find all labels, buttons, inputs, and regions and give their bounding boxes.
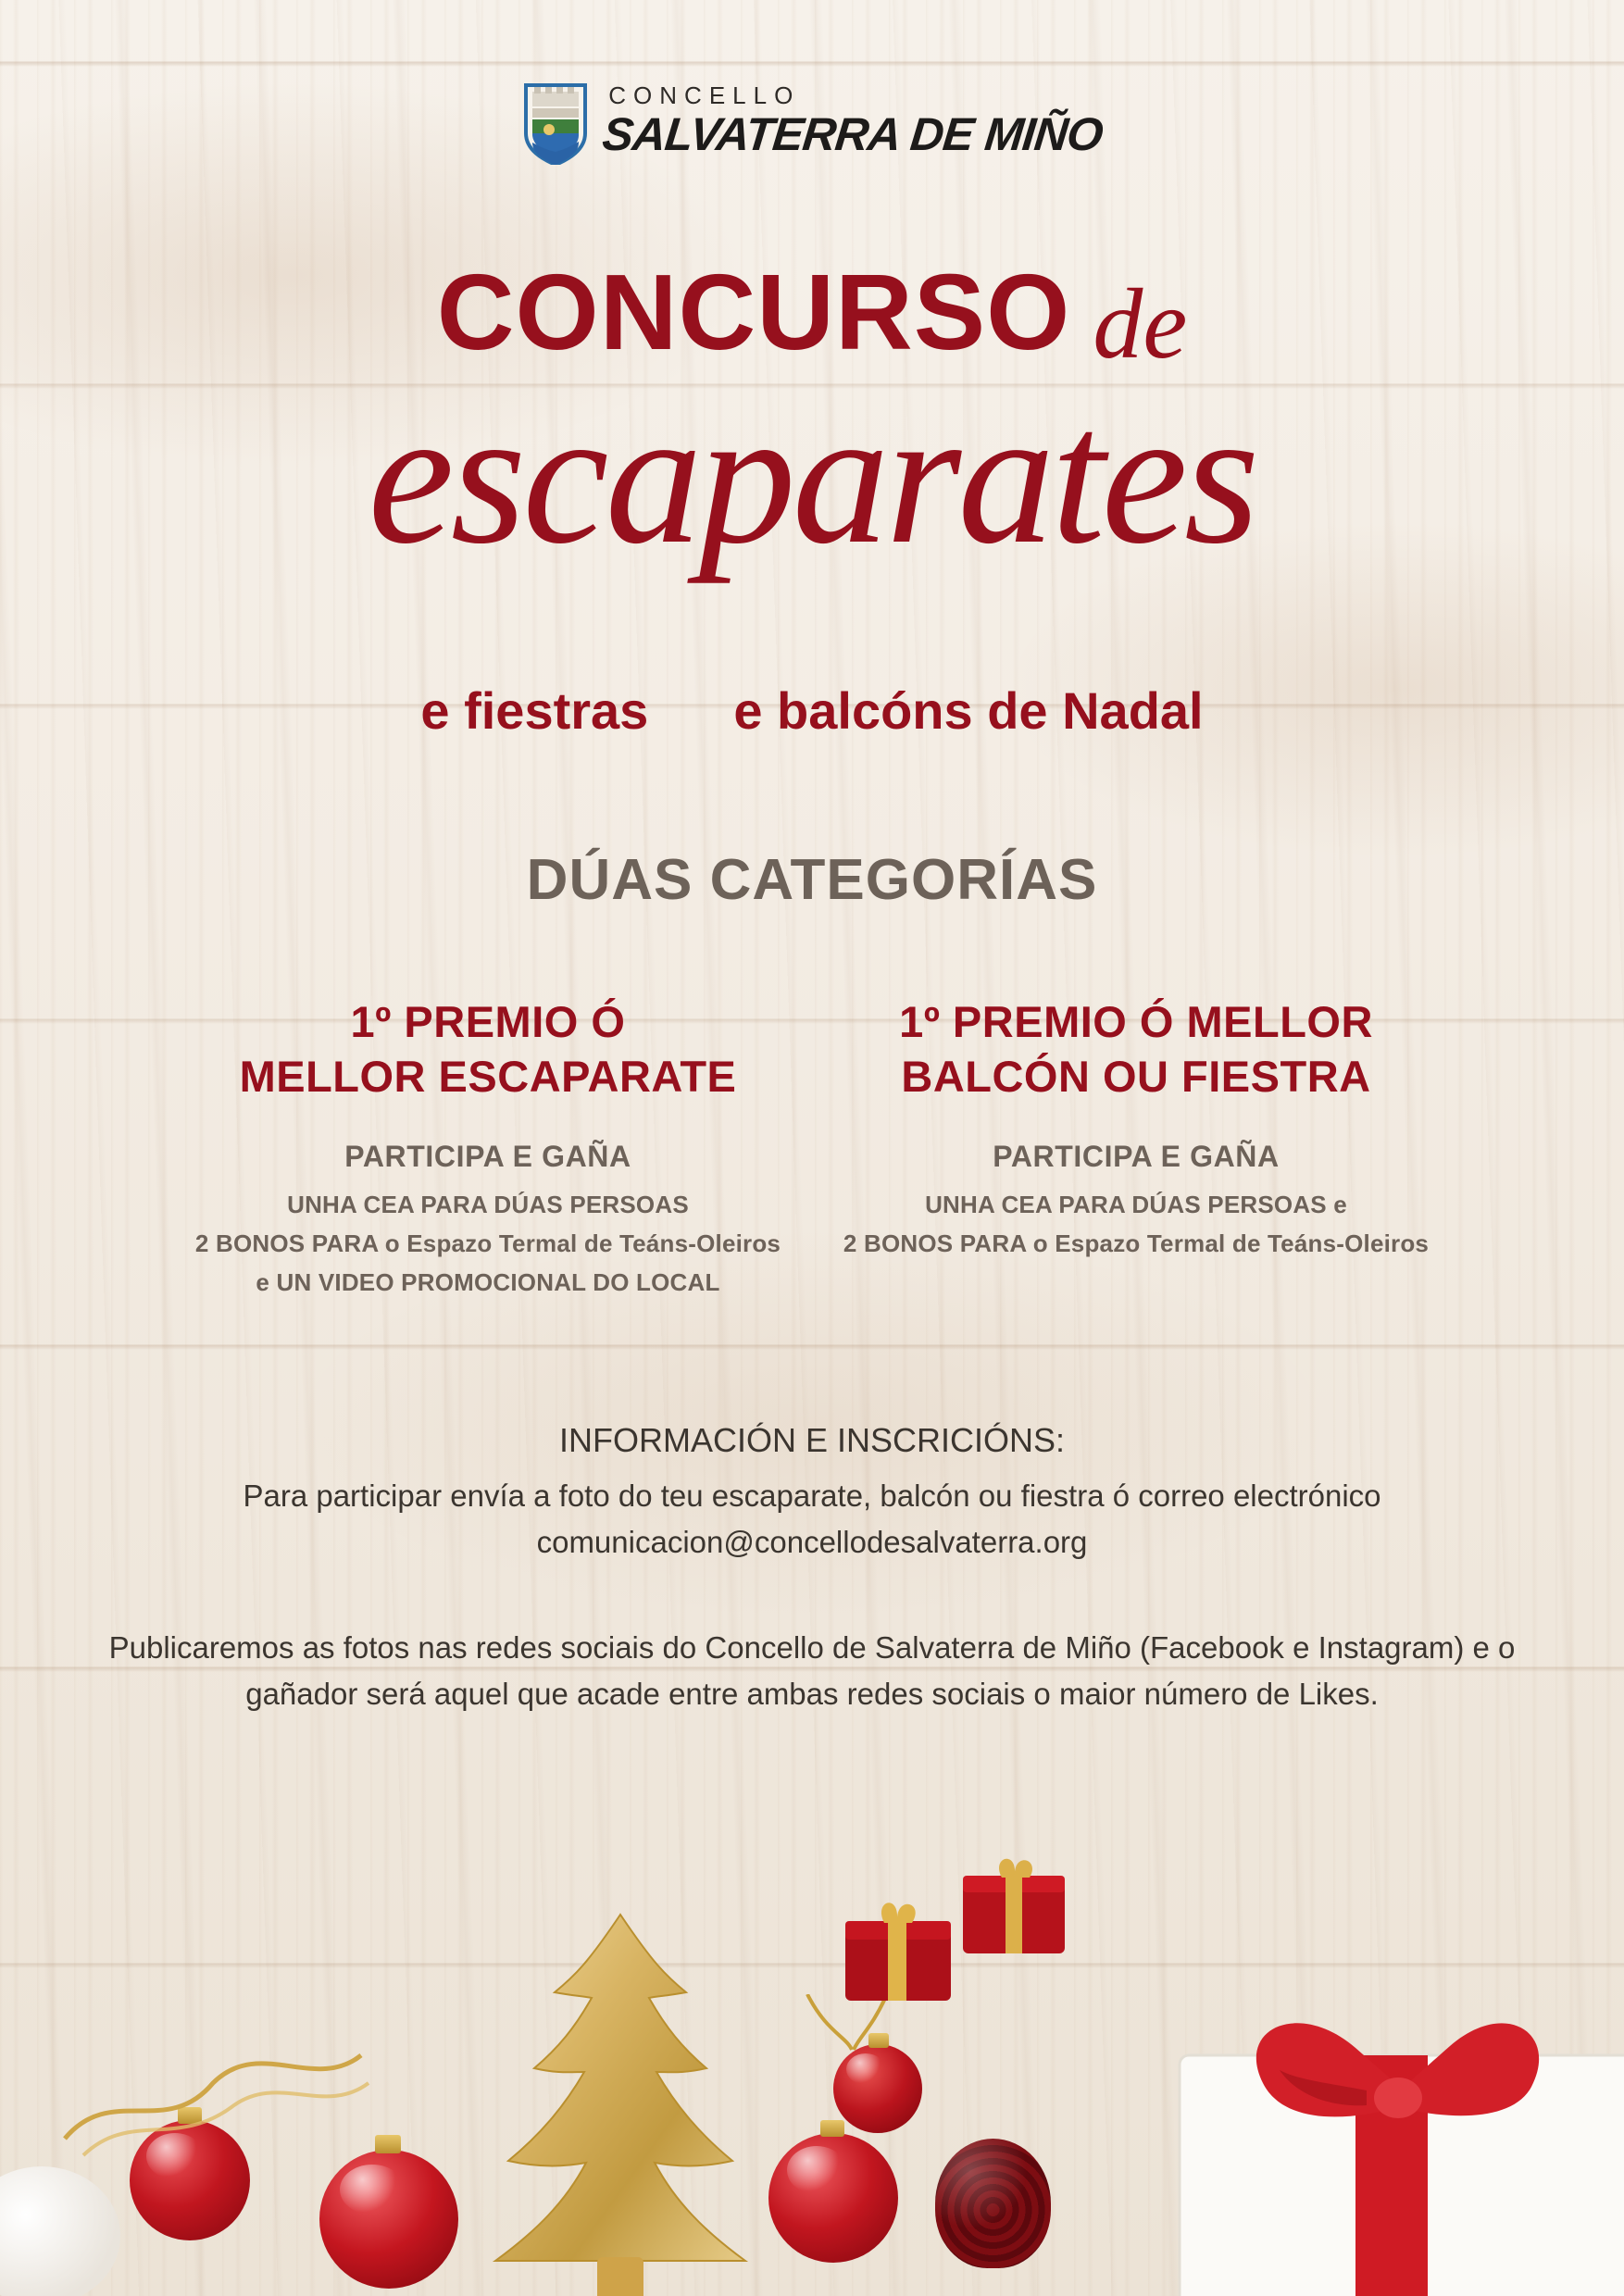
- subtitle-fiestras: e fiestras: [420, 681, 649, 740]
- category-column-escaparate: [164, 995, 812, 1302]
- category-prize-item: UNHA CEA PARA DÚAS PERSOAS: [287, 1190, 689, 1218]
- subtitle-balcons: e balcóns de Nadal: [733, 681, 1204, 740]
- brand-concello-label: CONCELLO: [608, 81, 801, 109]
- category-prize-item: 2 BONOS PARA o Espazo Termal de Teáns-Oleiros: [843, 1229, 1430, 1257]
- snow-puff-icon: [0, 2166, 120, 2296]
- title-line-1: [0, 250, 1624, 380]
- red-gift-icon: [954, 1852, 1074, 1963]
- title-subtitles: [0, 680, 1624, 741]
- red-ornament-ball-icon: [768, 2133, 898, 2263]
- category-title-line2: MELLOR ESCAPARATE: [239, 1051, 737, 1101]
- category-title-line1: 1º PREMIO Ó MELLOR: [899, 997, 1373, 1046]
- info-heading: INFORMACIÓN E INSCRICIÓNS:: [558, 1421, 1066, 1459]
- red-gift-icon: [838, 1893, 958, 2004]
- brand-wordmark: [600, 81, 1106, 160]
- title-de: de: [1093, 269, 1188, 380]
- title-concurso: CONCURSO: [436, 252, 1071, 372]
- category-prize-item: 2 BONOS PARA o Espazo Termal de Teáns-Oleiros: [194, 1229, 781, 1257]
- christmas-tree-icon: [468, 1907, 773, 2296]
- categories-columns: [0, 995, 1624, 1302]
- category-title-line2: BALCÓN OU FIESTRA: [901, 1051, 1371, 1101]
- pinecone-icon: [935, 2139, 1051, 2268]
- info-block: [0, 1421, 1624, 1565]
- category-column-balcon: [812, 995, 1460, 1302]
- ornament-string-icon: [798, 1994, 909, 2133]
- category-prize-item: e UN VIDEO PROMOCIONAL DO LOCAL: [256, 1267, 720, 1296]
- red-ornament-ball-icon: [319, 2150, 458, 2289]
- info-instructions: Para participar envía a foto do teu escaparate, balcón ou fiestra ó correo electrónico: [243, 1479, 1381, 1513]
- title-escaparates: escaparates: [368, 369, 1256, 584]
- categories-heading: DÚAS CATEGORÍAS: [526, 848, 1098, 912]
- info-paragraph: Publicaremos as fotos nas redes sociais do Concello de Salvaterra de Miño (Facebook e Instagram) e o gañador será aquel que acade entre ambas redes sociais o maior número de Likes.: [108, 1630, 1516, 1712]
- brand-town-name: SALVATERRA DE MIÑO: [600, 108, 1106, 160]
- contact-email[interactable]: comunicacion@concellodesalvaterra.org: [536, 1524, 1088, 1559]
- category-cta: PARTICIPA E GAÑA: [344, 1139, 631, 1173]
- category-title-line1: 1º PREMIO Ó: [350, 997, 626, 1046]
- category-prize-item: UNHA CEA PARA DÚAS PERSOAS e: [925, 1190, 1347, 1218]
- category-cta: PARTICIPA E GAÑA: [993, 1139, 1280, 1173]
- gift-box-icon: [1124, 1990, 1624, 2296]
- coat-of-arms-icon: [521, 76, 590, 165]
- gold-ribbon-icon: [56, 2028, 370, 2157]
- category-prize-list: [829, 1185, 1443, 1263]
- brand-logo: [0, 76, 1624, 165]
- category-title: [181, 995, 795, 1104]
- category-title: [829, 995, 1443, 1104]
- category-prize-list: [181, 1185, 795, 1302]
